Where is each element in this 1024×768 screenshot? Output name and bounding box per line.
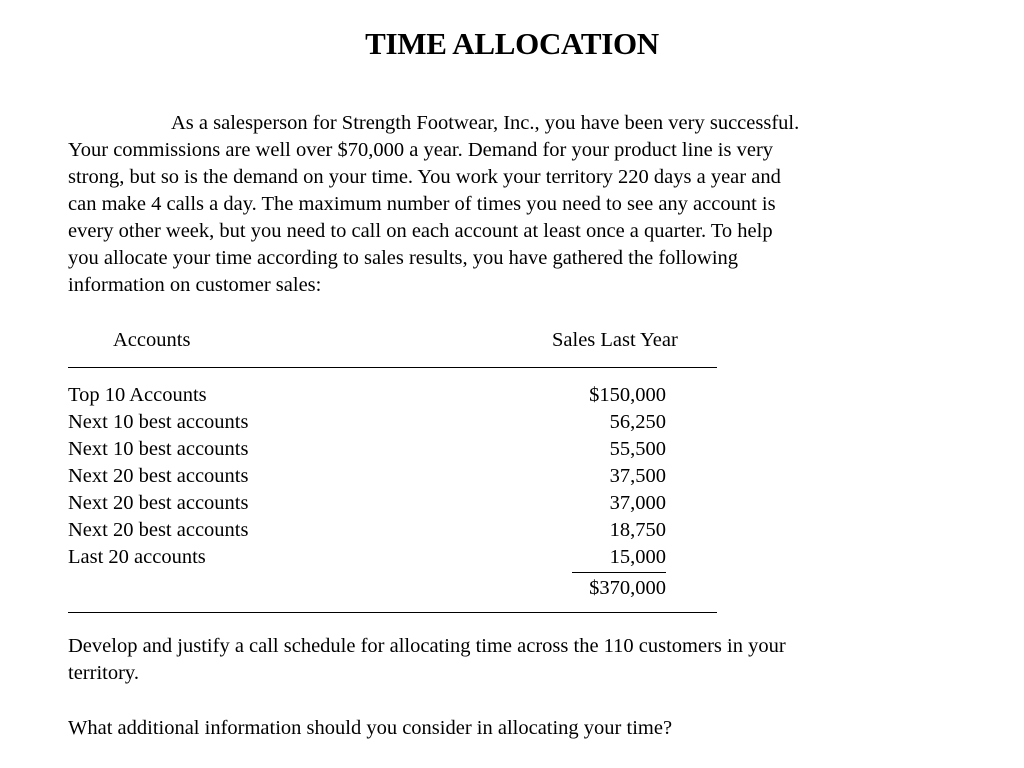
question-line: Develop and justify a call schedule for allocating time across the 110 customers in your bbox=[68, 635, 786, 657]
account-group-name: Next 20 best accounts bbox=[68, 519, 249, 541]
account-group-name: Last 20 accounts bbox=[68, 546, 206, 568]
table-row bbox=[68, 409, 717, 436]
account-group-name: Top 10 Accounts bbox=[68, 384, 207, 406]
account-group-name: Next 10 best accounts bbox=[68, 411, 249, 433]
table-row bbox=[68, 544, 717, 571]
intro-line: As a salesperson for Strength Footwear, Inc., you have been very successful. bbox=[171, 112, 800, 134]
table-row bbox=[68, 436, 717, 463]
total-row bbox=[68, 575, 717, 602]
sales-value: 37,000 bbox=[609, 492, 666, 514]
intro-line: Your commissions are well over $70,000 a year. Demand for your product line is very bbox=[68, 139, 774, 161]
intro-line: strong, but so is the demand on your time. You work your territory 220 days a year and bbox=[68, 166, 781, 188]
total-sales-value: $370,000 bbox=[589, 577, 666, 599]
sales-value: 55,500 bbox=[609, 438, 666, 460]
sales-column-header: Sales Last Year bbox=[552, 329, 678, 351]
question-call-schedule bbox=[68, 633, 888, 687]
accounts-column-header: Accounts bbox=[113, 329, 191, 351]
table-top-divider bbox=[68, 367, 717, 368]
sales-table-body bbox=[68, 382, 717, 571]
table-header bbox=[68, 327, 717, 354]
table-row bbox=[68, 490, 717, 517]
table-bottom-divider bbox=[68, 612, 717, 613]
account-group-name: Next 10 best accounts bbox=[68, 438, 249, 460]
account-group-name: Next 20 best accounts bbox=[68, 492, 249, 514]
table-row bbox=[68, 517, 717, 544]
table-row bbox=[68, 463, 717, 490]
intro-line: you allocate your time according to sales results, you have gathered the following bbox=[68, 247, 739, 269]
sales-value: 15,000 bbox=[609, 546, 666, 568]
sales-value: 18,750 bbox=[609, 519, 666, 541]
question-line: What additional information should you consider in allocating your time? bbox=[68, 717, 673, 739]
question-line: territory. bbox=[68, 662, 139, 684]
sales-value: $150,000 bbox=[589, 384, 666, 406]
sales-value: 56,250 bbox=[609, 411, 666, 433]
intro-paragraph bbox=[68, 110, 878, 299]
intro-line: every other week, but you need to call on each account at least once a quarter. To help bbox=[68, 220, 773, 242]
intro-line: can make 4 calls a day. The maximum number of times you need to see any account is bbox=[68, 193, 776, 215]
sum-underline bbox=[572, 572, 666, 573]
sales-value: 37,500 bbox=[609, 465, 666, 487]
account-group-name: Next 20 best accounts bbox=[68, 465, 249, 487]
question-additional-info bbox=[68, 715, 888, 742]
page-title: TIME ALLOCATION bbox=[365, 26, 659, 61]
intro-line: information on customer sales: bbox=[68, 274, 322, 296]
table-row bbox=[68, 382, 717, 409]
